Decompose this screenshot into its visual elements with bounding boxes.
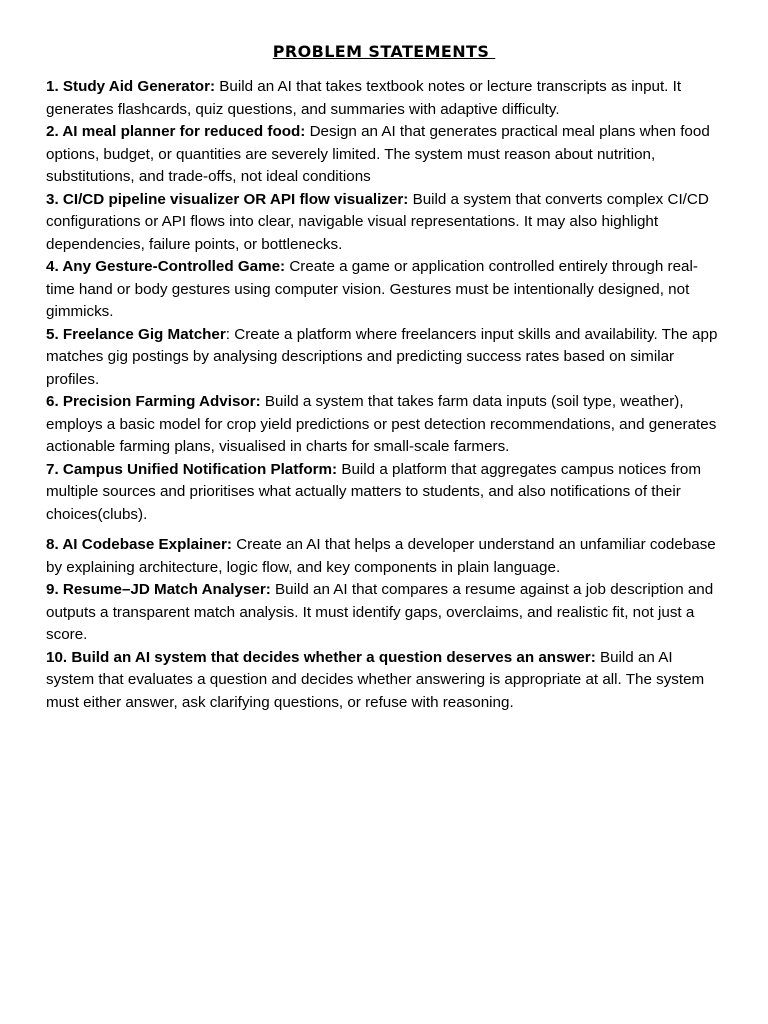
problem-statement-9 [46,579,722,647]
problem-description: Build an AI that takes textbook notes or lecture transcripts as input. It generates flashcards, quiz questions, and summaries with adaptive difficulty. [46,78,682,118]
problem-statement-7 [46,459,722,527]
problem-heading: 9. Resume–JD Match Analyser: [46,581,271,598]
problem-description: Create a game or application controlled entirely through real-time hand or body gestures using computer vision. Gestures must be intentionally designed, not gimmicks. [46,258,698,320]
problem-description: Build a system that converts complex CI/CD configurations or API flows into clear, navigable visual representations. It may also highlight dependencies, failure points, or bottlenecks. [46,190,709,253]
problem-description: : Create a platform where freelancers input skills and availability. The app matches gig postings by analysing descriptions and predicting success rates based on similar profiles. [46,325,718,388]
problem-heading: 2. AI meal planner for reduced food: [46,123,306,140]
problem-heading: 7. Campus Unified Notification Platform: [46,460,338,478]
problem-statement-4 [46,256,722,324]
problem-description: Build a platform that aggregates campus notices from multiple sources and prioritises what actually matters to students, and also notifications of their choices(clubs). [46,460,701,523]
problem-statement-3 [46,189,722,257]
problem-statement-5 [46,324,722,392]
problem-description: Build an AI system that evaluates a question and decides whether answering is appropriate at all. The system must either answer, ask clarifying questions, or refuse with reasoning. [46,648,705,711]
problem-description: Build a system that takes farm data inputs (soil type, weather), employs a basic model for crop yield predictions or pest detection recommendations, and generates actionable farming plans, visualised in charts for small-scale farmers. [46,393,717,455]
problem-heading: 5. Freelance Gig Matcher [46,325,226,343]
problem-heading: 4. Any Gesture-Controlled Game: [46,258,286,275]
problem-statement-1 [46,76,722,121]
problem-description: Create an AI that helps a developer understand an unfamiliar codebase by explaining architecture, logic flow, and key components in plain language. [46,536,716,576]
problem-statement-2 [46,121,722,189]
document-page [46,40,722,714]
problem-description: Build an AI that compares a resume against a job description and outputs a transparent match analysis. It must identify gaps, overclaims, and realistic fit, not just a score. [46,581,714,643]
problem-heading: 1. Study Aid Generator: [46,78,216,95]
problem-heading: 10. Build an AI system that decides whether a question deserves an answer: [46,648,596,666]
problem-heading: 6. Precision Farming Advisor: [46,393,261,410]
problem-heading: 8. AI Codebase Explainer: [46,536,232,553]
problem-description: Design an AI that generates practical meal plans when food options, budget, or quantities are severely limited. The system must reason about nutrition, substitutions, and trade-offs, not ideal conditions [46,123,710,185]
problem-statement-10 [46,647,722,715]
problem-statement-6 [46,391,722,459]
page-title: PROBLEM STATEMENTS [272,42,496,61]
problem-heading: 3. CI/CD pipeline visualizer OR API flow visualizer: [46,190,409,208]
problem-statement-8 [46,534,722,579]
